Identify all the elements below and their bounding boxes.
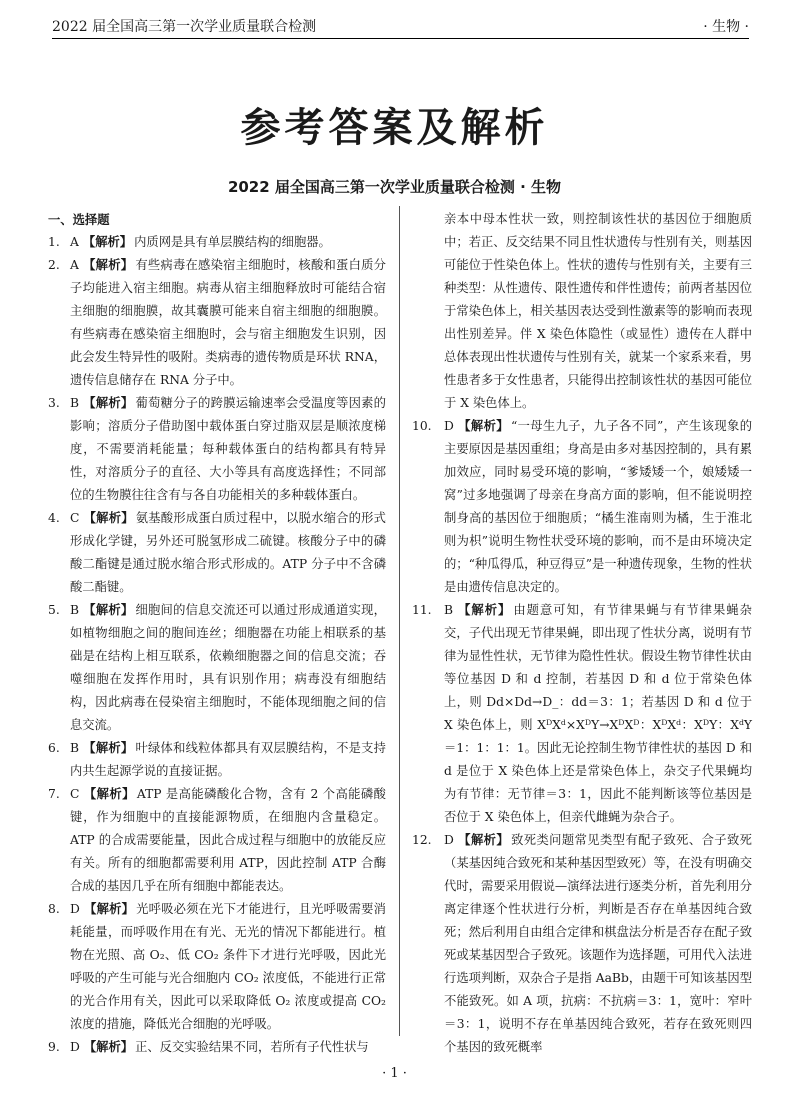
item-number: 1.: [48, 235, 60, 249]
answer-item: [48, 898, 386, 1036]
item-text: 有些病毒在感染宿主细胞时，核酸和蛋白质分子均能进入宿主细胞。病毒从宿主细胞释放时可能结合宿主细胞的细胞膜，故其囊膜可能来自宿主细胞的细胞膜。有些病毒在感染宿主细胞时，会与宿主细胞发生识别，因此会发生特异性的吸附。类病毒的遗传物质是环状 RNA，遗传信息储存在 RNA 分子中。: [70, 258, 386, 387]
answer-item: [48, 231, 386, 254]
header-subject: · 生物 ·: [703, 19, 749, 35]
left-column: [48, 208, 386, 1059]
analysis-tag: 【解析】: [83, 603, 134, 617]
item-answer: B: [70, 741, 80, 755]
answer-item: [48, 507, 386, 599]
item-number: 3.: [48, 396, 60, 410]
analysis-tag: 【解析】: [83, 1040, 134, 1054]
answer-item: [48, 783, 386, 898]
item-answer: A: [70, 235, 79, 249]
item-text: “一母生九子，九子各不同”，产生该现象的主要原因是基因重组；身高是由多对基因控制的，具有累加效应，同时易受环境的影响，“爹矮矮一个，娘矮矮一窝”过多地强调了母亲在身高方面的影响，但不能说明控制身高的基因位于细胞质；“橘生淮南则为橘，生于淮北则为枳”说明生物性状受环境的影响，而不是由环境决定的；“种瓜得瓜，种豆得豆”是一种遗传现象，生物的性状是由遗传信息决定的。: [444, 419, 752, 594]
item-text: 细胞间的信息交流还可以通过形成通道实现，如植物细胞之间的胞间连丝；细胞器在功能上相联系的基础是在结构上相互联系，依赖细胞器之间的信息交流；吞噬细胞在发挥作用时，具有识别作用；病毒没有细胞结构，因此病毒在侵染宿主细胞时，不能体现细胞之间的信息交流。: [70, 603, 386, 732]
analysis-tag: 【解析】: [457, 603, 512, 617]
item-number: 7.: [48, 787, 60, 801]
item-number: 8.: [48, 902, 60, 916]
item-text: 光呼吸必须在光下才能进行，且光呼吸需要消耗能量，而呼吸作用在有光、无光的情况下都能进行。植物在光照、高 O₂、低 CO₂ 条件下才进行光呼吸，因此光呼吸的产生可能与光合细胞内 CO₂ 浓度低，不能进行正常的光合作用有关，因此可以采取降低 O₂ 浓度或提高 CO₂ 浓度的措施，降低光合细胞的光呼吸。: [70, 902, 386, 1031]
item-text: 由题意可知，有节律果蝇与有节律果蝇杂交，子代出现无节律果蝇，即出现了性状分离，说明有节律为显性性状，无节律为隐性性状。假设生物节律性状由等位基因 D 和 d 控制，若基因 D 和 d 位于常染色体上，则 Dd×Dd→D_：dd＝3：1；若基因 D 和 d 位于 X 染色体上，则 XᴰXᵈ×XᴰY→XᴰXᴰ：XᴰXᵈ：XᴰY：XᵈY＝1：1：1：1。因此无论控制生物节律性状的基因 D 和 d 是位于 X 染色体上还是常染色体上，杂交子代果蝇均为有节律：无节律＝3：1，因此不能判断该等位基因是否位于 X 染色体上，但亲代雌蝇为杂合子。: [444, 603, 752, 824]
analysis-tag: 【解析】: [457, 419, 509, 433]
section-heading: 一、选择题: [48, 212, 110, 227]
item-answer: D: [70, 902, 80, 916]
analysis-tag: 【解析】: [457, 833, 510, 847]
answer-item: [412, 415, 752, 599]
item-text: 内质网是具有单层膜结构的细胞器。: [134, 235, 331, 249]
item-text: 正、反交实验结果不同，若所有子代性状与: [135, 1040, 369, 1054]
item-text: 氨基酸形成蛋白质过程中，以脱水缩合的形式形成化学键，另外还可脱氢形成二硫键。核酸分子中的磷酸二酯键是通过脱水缩合形式形成的。ATP 分子中不含磷酸二酯键。: [70, 511, 386, 594]
item-9-continuation: 亲本中母本性状一致，则控制该性状的基因位于细胞质中；若正、反交结果不同且性状遗传与性别有关，则基因可能位于性染色体上。性状的遗传与性别有关，主要有三种类型：从性遗传、限性遗传和伴性遗传；前两者基因位于常染色体上，相关基因表达受到性激素等的影响而表现出性别差异。伴 X 染色体隐性（或显性）遗传在人群中总体表现出性状遗传与性别有关，就某一个家系来看，男性患者多于女性患者，只能得出控制该性状的基因可能位于 X 染色体上。: [444, 212, 752, 410]
header-exam-title: 2022 届全国高三第一次学业质量联合检测: [52, 19, 317, 35]
item-answer: B: [70, 603, 80, 617]
analysis-tag: 【解析】: [83, 741, 134, 755]
answer-item: [48, 599, 386, 737]
answer-item: [48, 392, 386, 507]
item-number: 5.: [48, 603, 60, 617]
page-header: [52, 14, 749, 39]
item-number: 9.: [48, 1040, 60, 1054]
item-text: 葡萄糖分子的跨膜运输速率会受温度等因素的影响；溶质分子借助图中载体蛋白穿过脂双层是顺浓度梯度，不需要消耗能量；每种载体蛋白的结构都具有特异性，对溶质分子的直径、大小等具有高度选择性；不同部位的生物膜往往含有与各自功能相关的多种载体蛋白。: [70, 396, 386, 502]
item-answer: C: [70, 787, 80, 801]
column-divider: [399, 206, 400, 1036]
item-answer: D: [444, 833, 454, 847]
answer-item: [48, 254, 386, 392]
answer-item: [412, 599, 752, 829]
item-answer: B: [444, 603, 454, 617]
item-number: 2.: [48, 258, 60, 272]
item-number: 11.: [412, 603, 432, 617]
analysis-tag: 【解析】: [83, 511, 134, 525]
page-subtitle: 2022 届全国高三第一次学业质量联合检测 · 生物: [227, 178, 562, 196]
answer-item: [48, 737, 386, 783]
answer-item: [48, 1036, 386, 1059]
item-text: 叶绿体和线粒体都具有双层膜结构，不是支持内共生起源学说的直接证据。: [70, 741, 386, 778]
analysis-tag: 【解析】: [83, 902, 135, 916]
item-number: 6.: [48, 741, 60, 755]
item-number: 10.: [412, 419, 432, 433]
item-answer: A: [70, 258, 79, 272]
item-number: 12.: [412, 833, 432, 847]
analysis-tag: 【解析】: [83, 787, 135, 801]
item-answer: D: [70, 1040, 80, 1054]
analysis-tag: 【解析】: [82, 258, 134, 272]
answer-item: [412, 829, 752, 1059]
analysis-tag: 【解析】: [83, 396, 134, 410]
item-number: 4.: [48, 511, 60, 525]
right-column: [412, 208, 752, 1059]
item-answer: B: [70, 396, 80, 410]
item-text: ATP 是高能磷酸化合物，含有 2 个高能磷酸键，作为细胞中的直接能源物质，在细胞内含量稳定。ATP 的合成需要能量，因此合成过程与细胞中的放能反应有关。所有的细胞都需要利用 ATP，因此控制 ATP 合酶合成的基因几乎在所有细胞中都能表达。: [70, 787, 386, 893]
item-text: 致死类问题常见类型有配子致死、合子致死（某基因纯合致死和某种基因型致死）等，在没有明确交代时，需要采用假说—演绎法进行逐类分析，首先利用分离定律逐个性状进行分析，判断是否存在单基因纯合致死；然后利用自由组合定律和棋盘法分析是否存在配子致死或某基因型合子致死。该题作为选择题，可用代入法进行选项判断，双杂合子是指 AaBb，由题干可知该基因型不能致死。如 A 项，抗病：不抗病＝3：1，宽叶：窄叶＝3：1，说明不存在单基因纯合致死，若存在致死则四个基因的致死概率: [444, 833, 752, 1054]
item-answer: C: [70, 511, 80, 525]
page-number: · 1 ·: [382, 1066, 407, 1081]
item-answer: D: [444, 419, 454, 433]
page-title: 参考答案及解析: [240, 105, 549, 151]
analysis-tag: 【解析】: [82, 235, 133, 249]
